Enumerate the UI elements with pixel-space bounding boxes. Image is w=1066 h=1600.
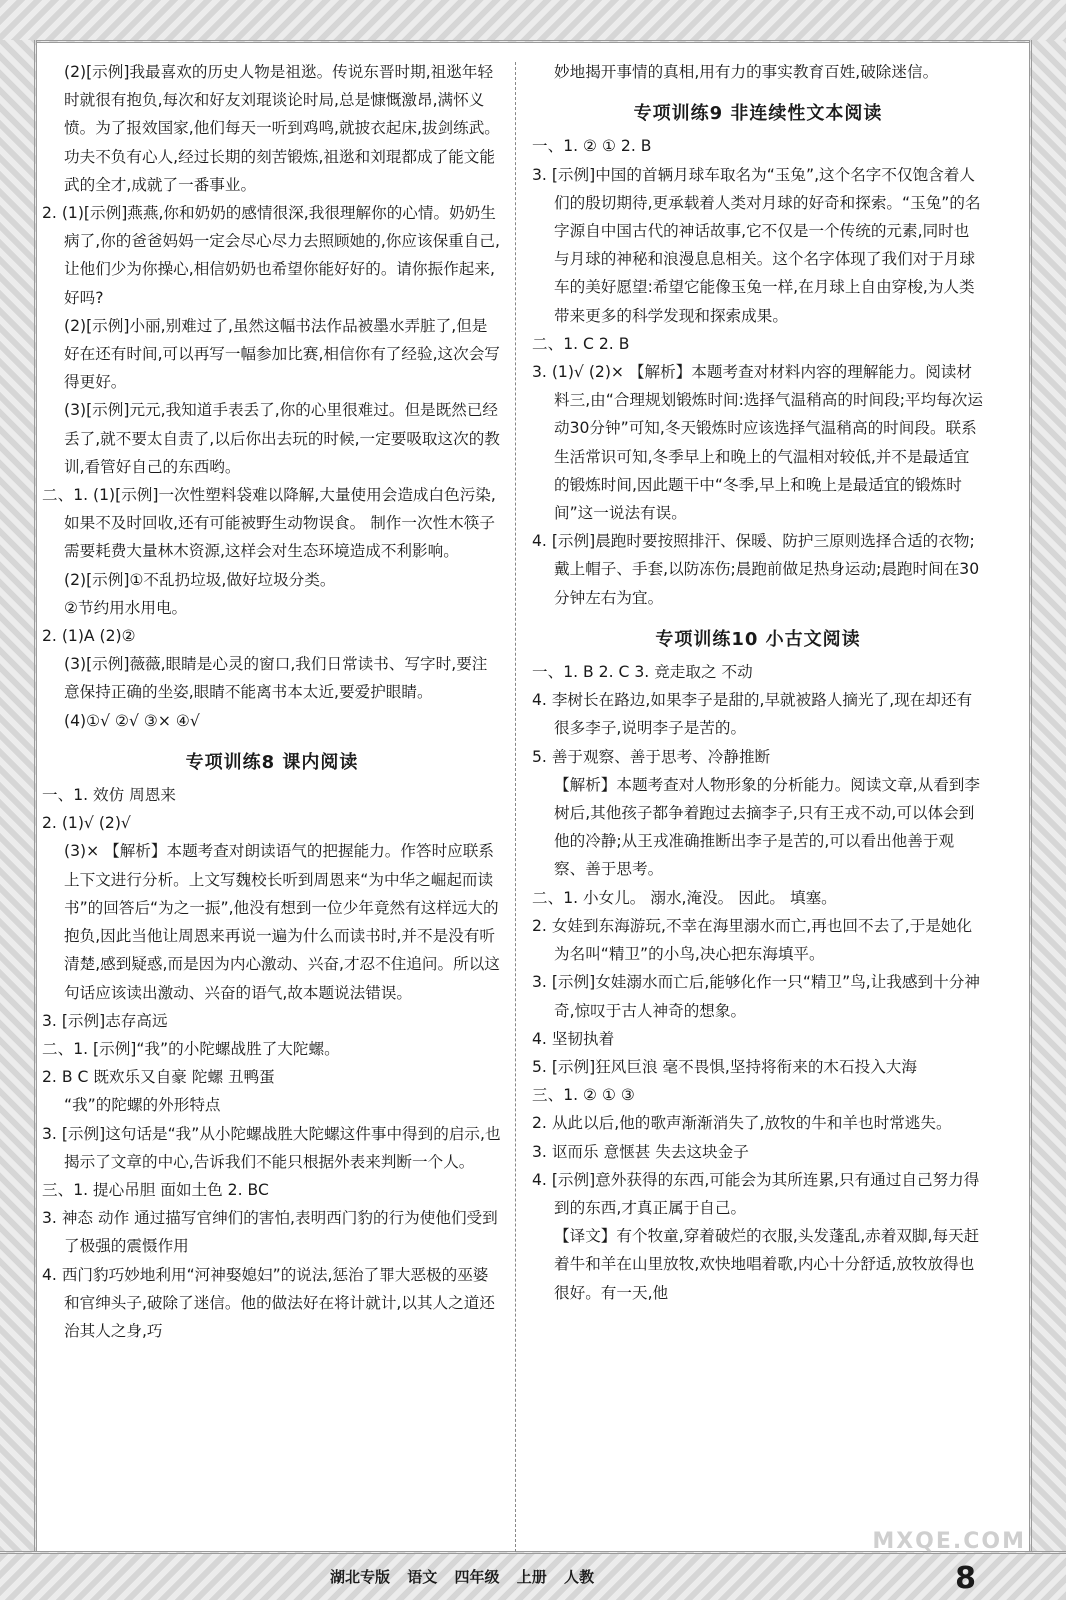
answer-paragraph: 4. [示例]晨跑时要按照排汗、保暖、防护三原则选择合适的衣物;戴上帽子、手套,以防冻伤;晨跑前做足热身运动;晨跑时间在30分钟左右为宜。 bbox=[532, 532, 980, 607]
answer-paragraph: 2. (1)A (2)② bbox=[42, 627, 136, 646]
answer-paragraph: 【解析】本题考查对人物形象的分析能力。阅读文章,从看到李树后,其他孩子都争着跑过去摘李子,只有王戎不动,可以体会到他的冷静;从王戎准确推断出李子是苦的,可以看出他善于观察、善于思考。 bbox=[554, 775, 980, 879]
answer-paragraph: 3. 神态 动作 通过描写官绅们的害怕,表明西门豹的行为使他们受到了极强的震慑作用 bbox=[42, 1209, 498, 1256]
footer-subject: 语文 bbox=[407, 1568, 438, 1586]
answer-column-left bbox=[42, 58, 502, 1345]
answer-paragraph: 3. [示例]这句话是“我”从小陀螺战胜大陀螺这件事中得到的启示,也揭示了文章的中心,告诉我们不能只根据外表来判断一个人。 bbox=[42, 1124, 501, 1171]
answer-paragraph: (3)[示例]元元,我知道手表丢了,你的心里很难过。但是既然已经丢了,就不要太自责了,以后你出去玩的时候,一定要吸取这次的教训,看管好自己的东西哟。 bbox=[64, 401, 500, 476]
decorative-border-top bbox=[0, 0, 1066, 43]
answer-paragraph: (2)[示例]①不乱扔垃圾,做好垃圾分类。 bbox=[64, 570, 336, 589]
section-heading: 专项训练10 小古文阅读 bbox=[655, 628, 861, 650]
page-number: 8 bbox=[955, 1561, 976, 1596]
footer-grade: 四年级 bbox=[454, 1568, 500, 1586]
answer-paragraph: “我”的陀螺的外形特点 bbox=[64, 1096, 221, 1115]
answer-paragraph: 一、1. ② ① 2. B bbox=[532, 137, 652, 156]
answer-paragraph: 2. 从此以后,他的歌声渐渐消失了,放牧的牛和羊也时常逃失。 bbox=[532, 1114, 952, 1133]
answer-paragraph: 3. [示例]志存高远 bbox=[42, 1011, 168, 1030]
answer-paragraph: 4. 李树长在路边,如果李子是甜的,早就被路人摘光了,现在却还有很多李子,说明李子是苦的。 bbox=[532, 691, 973, 738]
answer-paragraph: 二、1. [示例]“我”的小陀螺战胜了大陀螺。 bbox=[42, 1039, 340, 1058]
answer-paragraph: 3. (1)√ (2)× 【解析】本题考查对材料内容的理解能力。阅读材料三,由“合理规划锻炼时间:选择气温稍高的时间段;平均每次运动30分钟”可知,冬天锻炼时应该选择气温稍高的时间段。联系生活常识可知,冬季早上和晚上的气温相对较低,并不是最适宜的锻炼时间,因此题干中“冬季,早上和晚上是最适宜的锻炼时间”这一说法有误。 bbox=[532, 363, 983, 523]
column-divider bbox=[515, 62, 516, 1552]
answer-paragraph: 4. [示例]意外获得的东西,可能会为其所连累,只有通过自己努力得到的东西,才真正属于自己。 bbox=[532, 1170, 980, 1217]
answer-paragraph: 一、1. B 2. C 3. 竞走取之 不动 bbox=[532, 663, 753, 682]
answer-paragraph: 三、1. 提心吊胆 面如土色 2. BC bbox=[42, 1180, 269, 1199]
answer-column-right bbox=[532, 58, 984, 1307]
answer-paragraph: 3. [示例]中国的首辆月球车取名为“玉兔”,这个名字不仅饱含着人们的殷切期待,更承载着人类对月球的好奇和探索。“玉兔”的名字源自中国古代的神话故事,它不仅是一个传统的元素,同时也与月球的神秘和浪漫息息相关。这个名字体现了我们对于月球车的美好愿望:希望它能像玉兔一样,在月球上自由穿梭,为人类带来更多的科学发现和探索成果。 bbox=[532, 165, 981, 325]
section-heading: 专项训练9 非连续性文本阅读 bbox=[633, 103, 883, 125]
footer-edition: 湖北专版 bbox=[330, 1568, 391, 1586]
answer-paragraph: 3. 讴而乐 意惬甚 失去这块金子 bbox=[532, 1142, 749, 1161]
page-footer bbox=[0, 1562, 1066, 1590]
answer-paragraph: 5. 善于观察、善于思考、冷静推断 bbox=[532, 747, 771, 766]
decorative-border-right bbox=[1029, 40, 1066, 1554]
answer-paragraph: 2. B C 既欢乐又自豪 陀螺 丑鸭蛋 bbox=[42, 1068, 275, 1087]
answer-paragraph: ②节约用水用电。 bbox=[64, 598, 188, 617]
answer-paragraph: 三、1. ② ① ③ bbox=[532, 1086, 635, 1105]
footer-volume: 上册 bbox=[516, 1568, 547, 1586]
answer-paragraph: (4)①√ ②√ ③× ④√ bbox=[64, 711, 200, 730]
answer-paragraph: (3)× 【解析】本题考查对朗读语气的把握能力。作答时应联系上下文进行分析。上文写魏校长听到周恩来“为中华之崛起而读书”的回答后“为之一振”,他没有想到一位少年竟然有这样远大的抱负,因此当他让周恩来再说一遍为什么而读书时,并不是没有听清楚,感到疑惑,而是因为内心激动、兴奋,才忍不住追问。所以这句话应该读出激动、兴奋的语气,故本题说法错误。 bbox=[64, 842, 500, 1002]
answer-paragraph: 4. 坚韧执着 bbox=[532, 1029, 615, 1048]
answer-paragraph: 【译文】有个牧童,穿着破烂的衣服,头发蓬乱,赤着双脚,每天赶着牛和羊在山里放牧,欢快地唱着歌,内心十分舒适,放牧放得也很好。有一天,他 bbox=[554, 1227, 980, 1302]
answer-paragraph: (3)[示例]薇薇,眼睛是心灵的窗口,我们日常读书、写字时,要注意保持正确的坐姿,眼睛不能离书本太近,要爱护眼睛。 bbox=[64, 655, 488, 702]
answer-paragraph: 5. [示例]狂风巨浪 毫不畏惧,坚持将衔来的木石投入大海 bbox=[532, 1057, 917, 1076]
decorative-border-left bbox=[0, 40, 37, 1554]
answer-paragraph: (2)[示例]小丽,别难过了,虽然这幅书法作品被墨水弄脏了,但是好在还有时间,可以再写一幅参加比赛,相信你有了经验,这次会写得更好。 bbox=[64, 316, 500, 392]
answer-paragraph: 2. (1)[示例]燕燕,你和奶奶的感情很深,我很理解你的心情。奶奶生病了,你的爸爸妈妈一定会尽心尽力去照顾她的,你应该保重自己,让他们少为你操心,相信奶奶也希望你能好好的。请你振作起来,好吗? bbox=[42, 204, 500, 307]
answer-paragraph: 2. 女娃到东海游玩,不幸在海里溺水而亡,再也回不去了,于是她化为名叫“精卫”的小鸟,决心把东海填平。 bbox=[532, 916, 973, 964]
section-heading: 专项训练8 课内阅读 bbox=[185, 751, 359, 773]
answer-paragraph: 二、1. 小女儿。 溺水,淹没。 因此。 填塞。 bbox=[532, 888, 837, 907]
footer-publisher: 人教 bbox=[564, 1568, 595, 1586]
answer-paragraph: 2. (1)√ (2)√ bbox=[42, 814, 131, 833]
answer-paragraph: 二、1. C 2. B bbox=[532, 334, 630, 353]
answer-paragraph: 二、1. (1)[示例]一次性塑料袋难以降解,大量使用会造成白色污染,如果不及时回收,还有可能被野生动物误食。 制作一次性木筷子需要耗费大量林木资源,这样会对生态环境造成不利影响。 bbox=[42, 486, 496, 561]
footer-info bbox=[330, 1566, 594, 1587]
answer-paragraph: 4. 西门豹巧妙地利用“河神娶媳妇”的说法,惩治了罪大恶极的巫婆和官绅头子,破除了迷信。他的做法好在将计就计,以其人之道还治其人之身,巧 bbox=[42, 1265, 495, 1340]
answer-paragraph: 3. [示例]女娃溺水而亡后,能够化作一只“精卫”鸟,让我感到十分神奇,惊叹于古人神奇的想象。 bbox=[532, 973, 980, 1020]
watermark: MXQE.COM bbox=[872, 1529, 1026, 1554]
answer-paragraph: (2)[示例]我最喜欢的历史人物是祖逖。传说东晋时期,祖逖年轻时就很有抱负,每次和好友刘琨谈论时局,总是慷慨激昂,满怀义愤。为了报效国家,他们每天一听到鸡鸣,就披衣起床,拔剑练武。功夫不负有心人,经过长期的刻苦锻炼,祖逖和刘琨都成了能文能武的全才,成就了一番事业。 bbox=[64, 63, 500, 194]
answer-paragraph: 妙地揭开事情的真相,用有力的事实教育百姓,破除迷信。 bbox=[554, 63, 939, 81]
answer-paragraph: 一、1. 效仿 周恩来 bbox=[42, 786, 176, 805]
